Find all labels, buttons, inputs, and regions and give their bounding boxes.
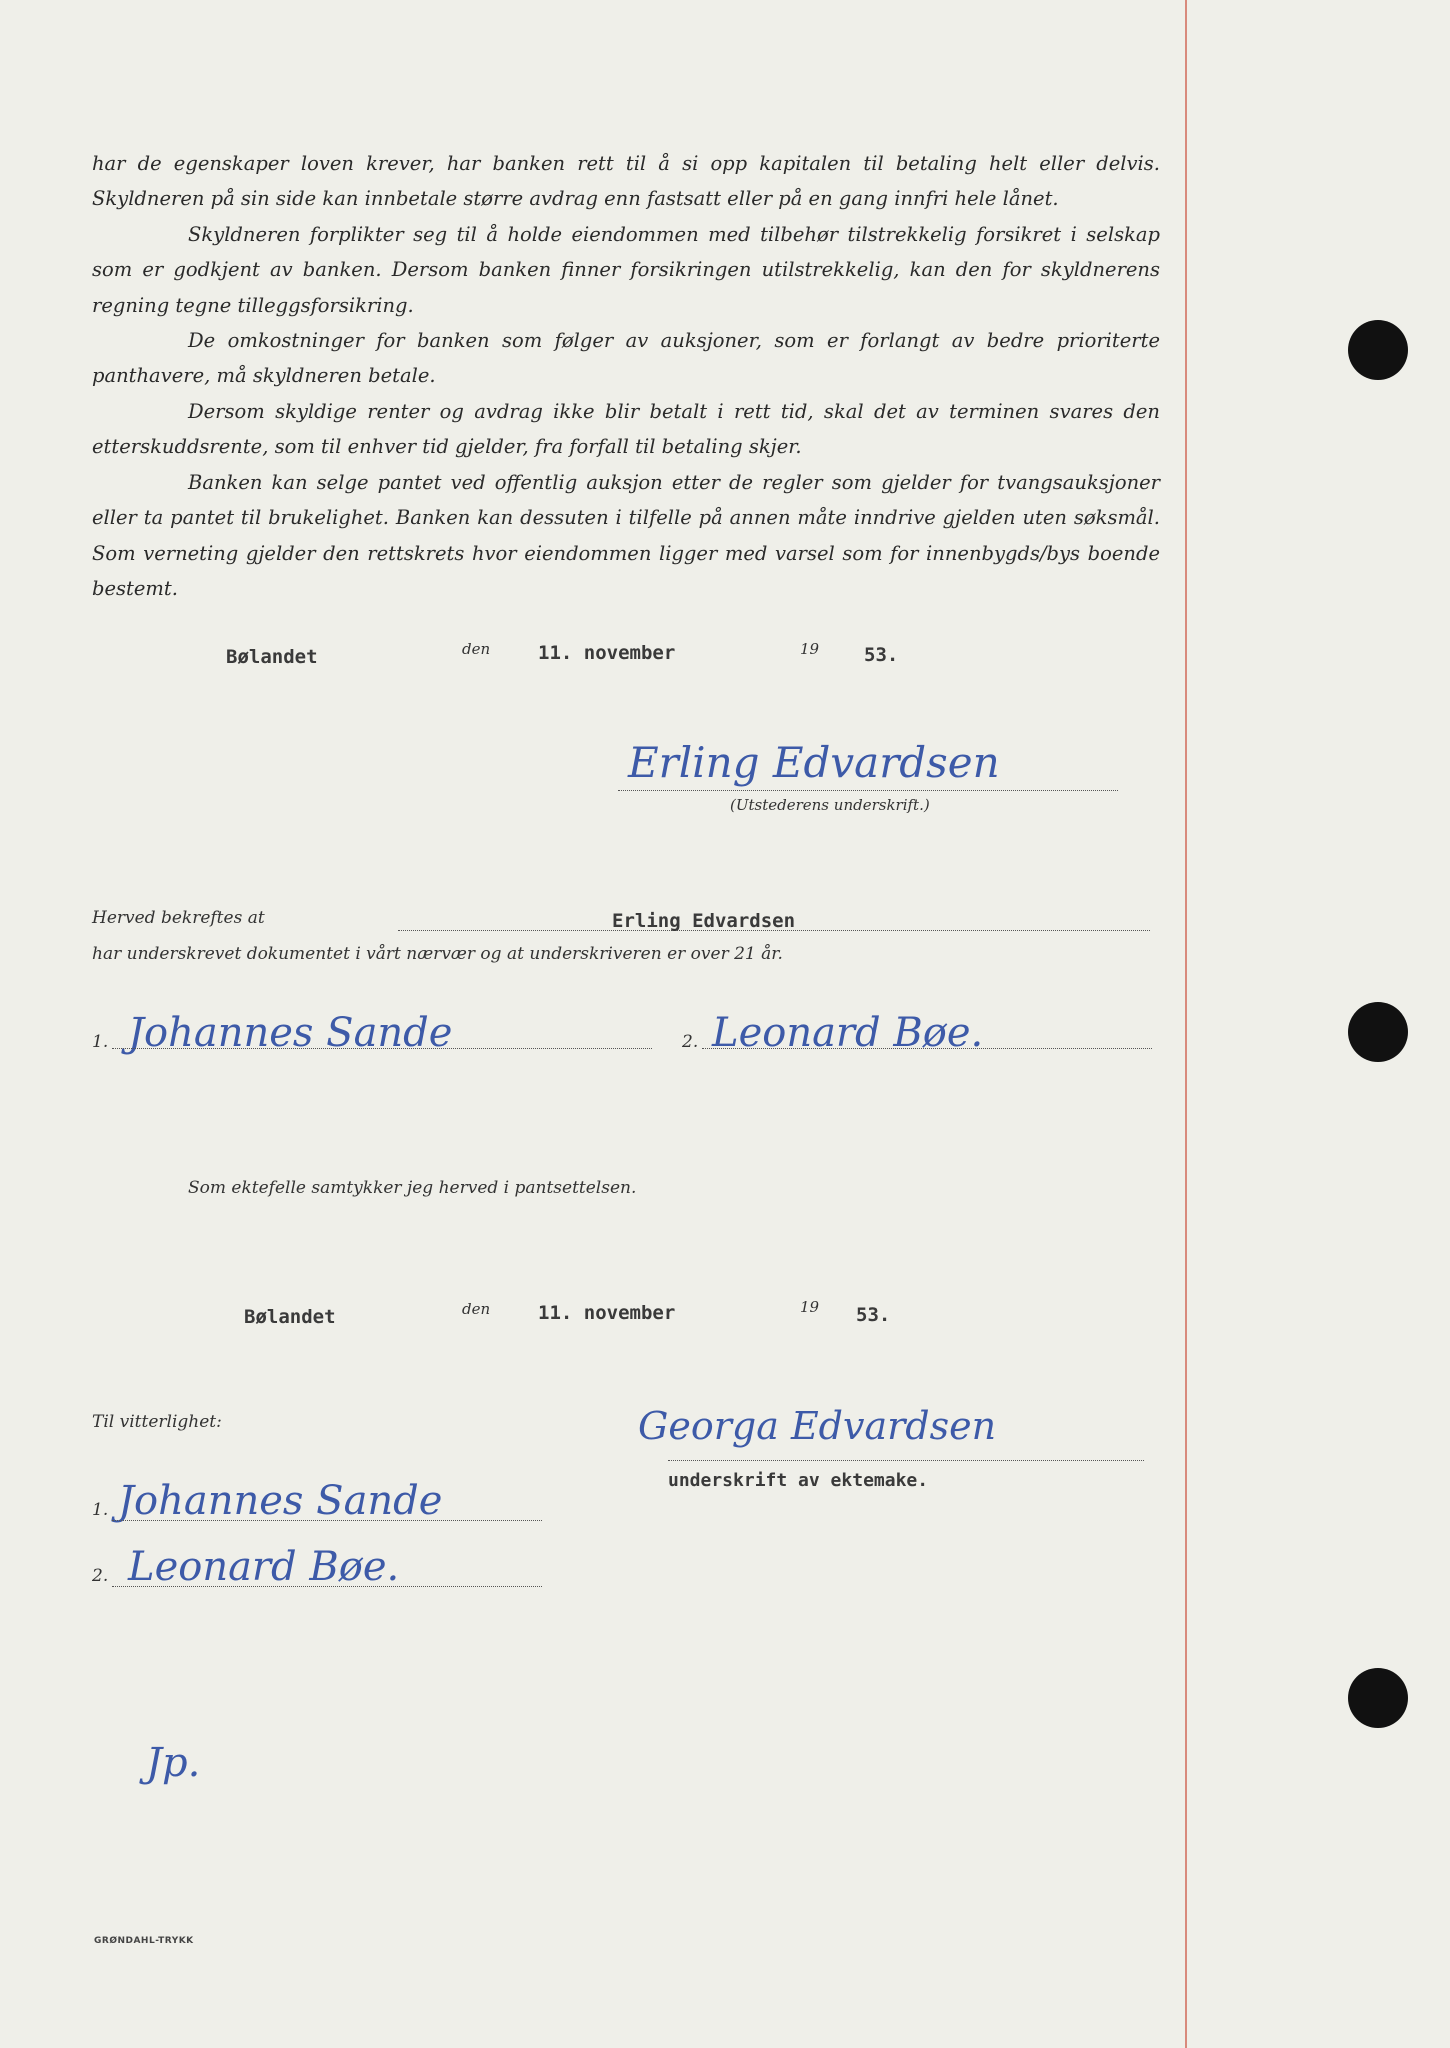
place-name: Bølandet [226, 646, 318, 668]
witness-number: 1. [92, 1032, 109, 1052]
attestation-label: Til vitterlighet: [92, 1412, 222, 1432]
confirmed-name: Erling Edvardsen [612, 910, 796, 932]
spouse-signature: Georga Edvardsen [638, 1404, 997, 1448]
spouse-consent: Som ektefelle samtykker jeg herved i pantsettelsen. [188, 1178, 637, 1198]
witness-signature: Leonard Bøe. [128, 1544, 400, 1590]
handwritten-initials: Jp. [146, 1740, 201, 1786]
year-text: 53. [864, 644, 899, 666]
date-text: 11. november [538, 642, 676, 664]
issuer-caption: (Utstederens underskrift.) [730, 796, 930, 814]
punch-hole [1348, 1002, 1408, 1062]
witness-number: 2. [92, 1566, 109, 1586]
witness-line [112, 1586, 542, 1587]
signature-line [618, 790, 1118, 791]
century-label: 19 [800, 640, 820, 658]
witness-signature: Johannes Sande [118, 1478, 443, 1524]
paragraph-auction: Banken kan selge pantet ved offentlig auksjon etter de regler som gjelder for tvangsauksjoner eller ta pantet til brukelighet. Banken kan dessuten i tilfelle på annen måte inndrive gjelden uten søksmål. Som verneting gjelder den rettskrets hvor eiendommen ligger med varsel som for innenbygds/bys boende bestemt. [92, 471, 1160, 600]
confirmation-intro: Herved bekreftes at [92, 908, 265, 928]
paragraph-costs: De omkostninger for banken som følger av auksjoner, som er forlangt av bedre prioriterte panthavere, må skyldneren betale. [92, 329, 1160, 388]
witness-line [112, 1048, 652, 1049]
punch-hole [1348, 320, 1408, 380]
witness-signature: Leonard Bøe. [712, 1010, 984, 1056]
den-label: den [462, 1300, 491, 1318]
witness-number: 1. [92, 1500, 109, 1520]
spouse-caption: underskrift av ektemake. [668, 1470, 929, 1491]
punch-hole [1348, 1668, 1408, 1728]
year-text: 53. [856, 1304, 891, 1326]
witness-line [702, 1048, 1152, 1049]
paragraph-insurance: Skyldneren forplikter seg til å holde eiendommen med tilbehør tilstrekkelig forsikret i selskap som er godkjent av banken. Dersom banken finner forsikringen utilstrekkelig, kan den for skyldnerens regning tegne tilleggsforsikring. [92, 223, 1160, 317]
witness-signature: Johannes Sande [128, 1010, 453, 1056]
witness-line [112, 1520, 542, 1521]
den-label: den [462, 640, 491, 658]
issuer-signature: Erling Edvardsen [628, 738, 1000, 787]
confirmation-statement: har underskrevet dokumentet i vårt nærvær og at underskriveren er over 21 år. [92, 944, 783, 964]
witness-number: 2. [682, 1032, 699, 1052]
date-text: 11. november [538, 1302, 676, 1324]
paragraph-repayment: har de egenskaper loven krever, har banken rett til å si opp kapitalen til betaling helt eller delvis. Skyldneren på sin side kan innbetale større avdrag enn fastsatt eller på en gang innfri hele lånet. [92, 152, 1160, 211]
paragraph-interest: Dersom skyldige renter og avdrag ikke blir betalt i rett tid, skal det av terminen svares den etterskuddsrente, som til enhver tid gjelder, fra forfall til betaling skjer. [92, 400, 1160, 459]
place-name: Bølandet [244, 1306, 336, 1328]
printer-mark: GRØNDAHL-TRYKK [94, 1936, 194, 1946]
margin-rule [1185, 0, 1187, 2048]
century-label: 19 [800, 1298, 820, 1316]
spouse-signature-line [668, 1460, 1144, 1461]
